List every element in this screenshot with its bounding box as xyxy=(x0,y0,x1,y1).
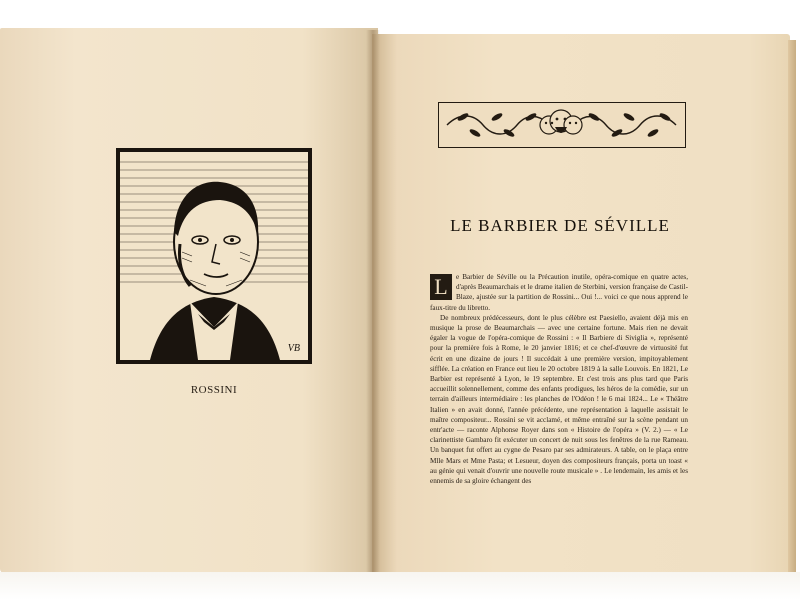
foliage-ornament-icon xyxy=(439,103,684,146)
engraver-monogram: VB xyxy=(287,343,300,354)
table-surface xyxy=(0,572,800,600)
portrait-frame xyxy=(116,148,312,364)
rossini-portrait xyxy=(119,151,309,361)
page-edges xyxy=(788,40,796,580)
portrait-engraving xyxy=(120,152,308,360)
drop-cap: L xyxy=(430,274,452,300)
portrait-caption: ROSSINI xyxy=(190,384,238,396)
body-text xyxy=(430,272,688,486)
book-gutter xyxy=(366,30,380,582)
paragraph: e Barbier de Séville ou la Précaution inutile, opéra-comique en quatre actes, d'après Beaumarchais et le drame italien de Sterbini, version française de Castil-Blaze, ajustée sur la partition de Rossini... Oui !... voici ce que nous apprend le faux-titre du libretto. xyxy=(430,273,688,312)
decorative-headpiece xyxy=(438,102,686,148)
chapter-title: LE BARBIER DE SÉVILLE xyxy=(450,216,670,235)
paragraph: De nombreux prédécesseurs, dont le plus célèbre est Paesiello, avaient déjà mis en musique la prose de Beaumarchais — avec une certaine fortune. Mais rien ne devait égaler la vogue de l'opéra-comique de Rossini : « Il Barbiere di Siviglia », représenté pour la première fois à Rome, le 20 janvier 1816; et ce chef-d'œuvre de virtuosité fut écrit en une dizaine de jours ! Il succédait à une première version, impitoyablement sifflée. La création en France eut lieu le 20 octobre 1819 à la salle Louvois. En 1821, Le Barbier est représenté à Lyon, le 19 septembre. Et c'est trois ans plus tard que Paris accueillit solennellement, comme des enfants prodigues, les héros de la comédie, sur un terrain d'ailleurs intermédiaire : les planches de l'Odéon ! le 6 mai 1824... Le « Théâtre Italien » en avait donné, l'année précédente, une représentation à laquelle assistait le maître compositeur... Rossini se vit acclamé, et même entraîné sur la scène pendant un entr'acte — raconte Alphonse Royer dans son « Histoire de l'opéra » (V. 2.) — « Le clarinettiste Gambaro fit exécuter un concert de nuit sous les fenêtres de la rue Rameau. Un banquet fut offert au cygne de Pesaro par ses admirateurs. A table, on le plaça entre Mlle Mars et Mme Pasta; et Lesueur, doyen des compositeurs français, porta un toast « au génie qui venait d'ouvrir une nouvelle route musicale » . Le lendemain, les amis et les ennemis de sa gloire échangent des xyxy=(430,313,688,486)
